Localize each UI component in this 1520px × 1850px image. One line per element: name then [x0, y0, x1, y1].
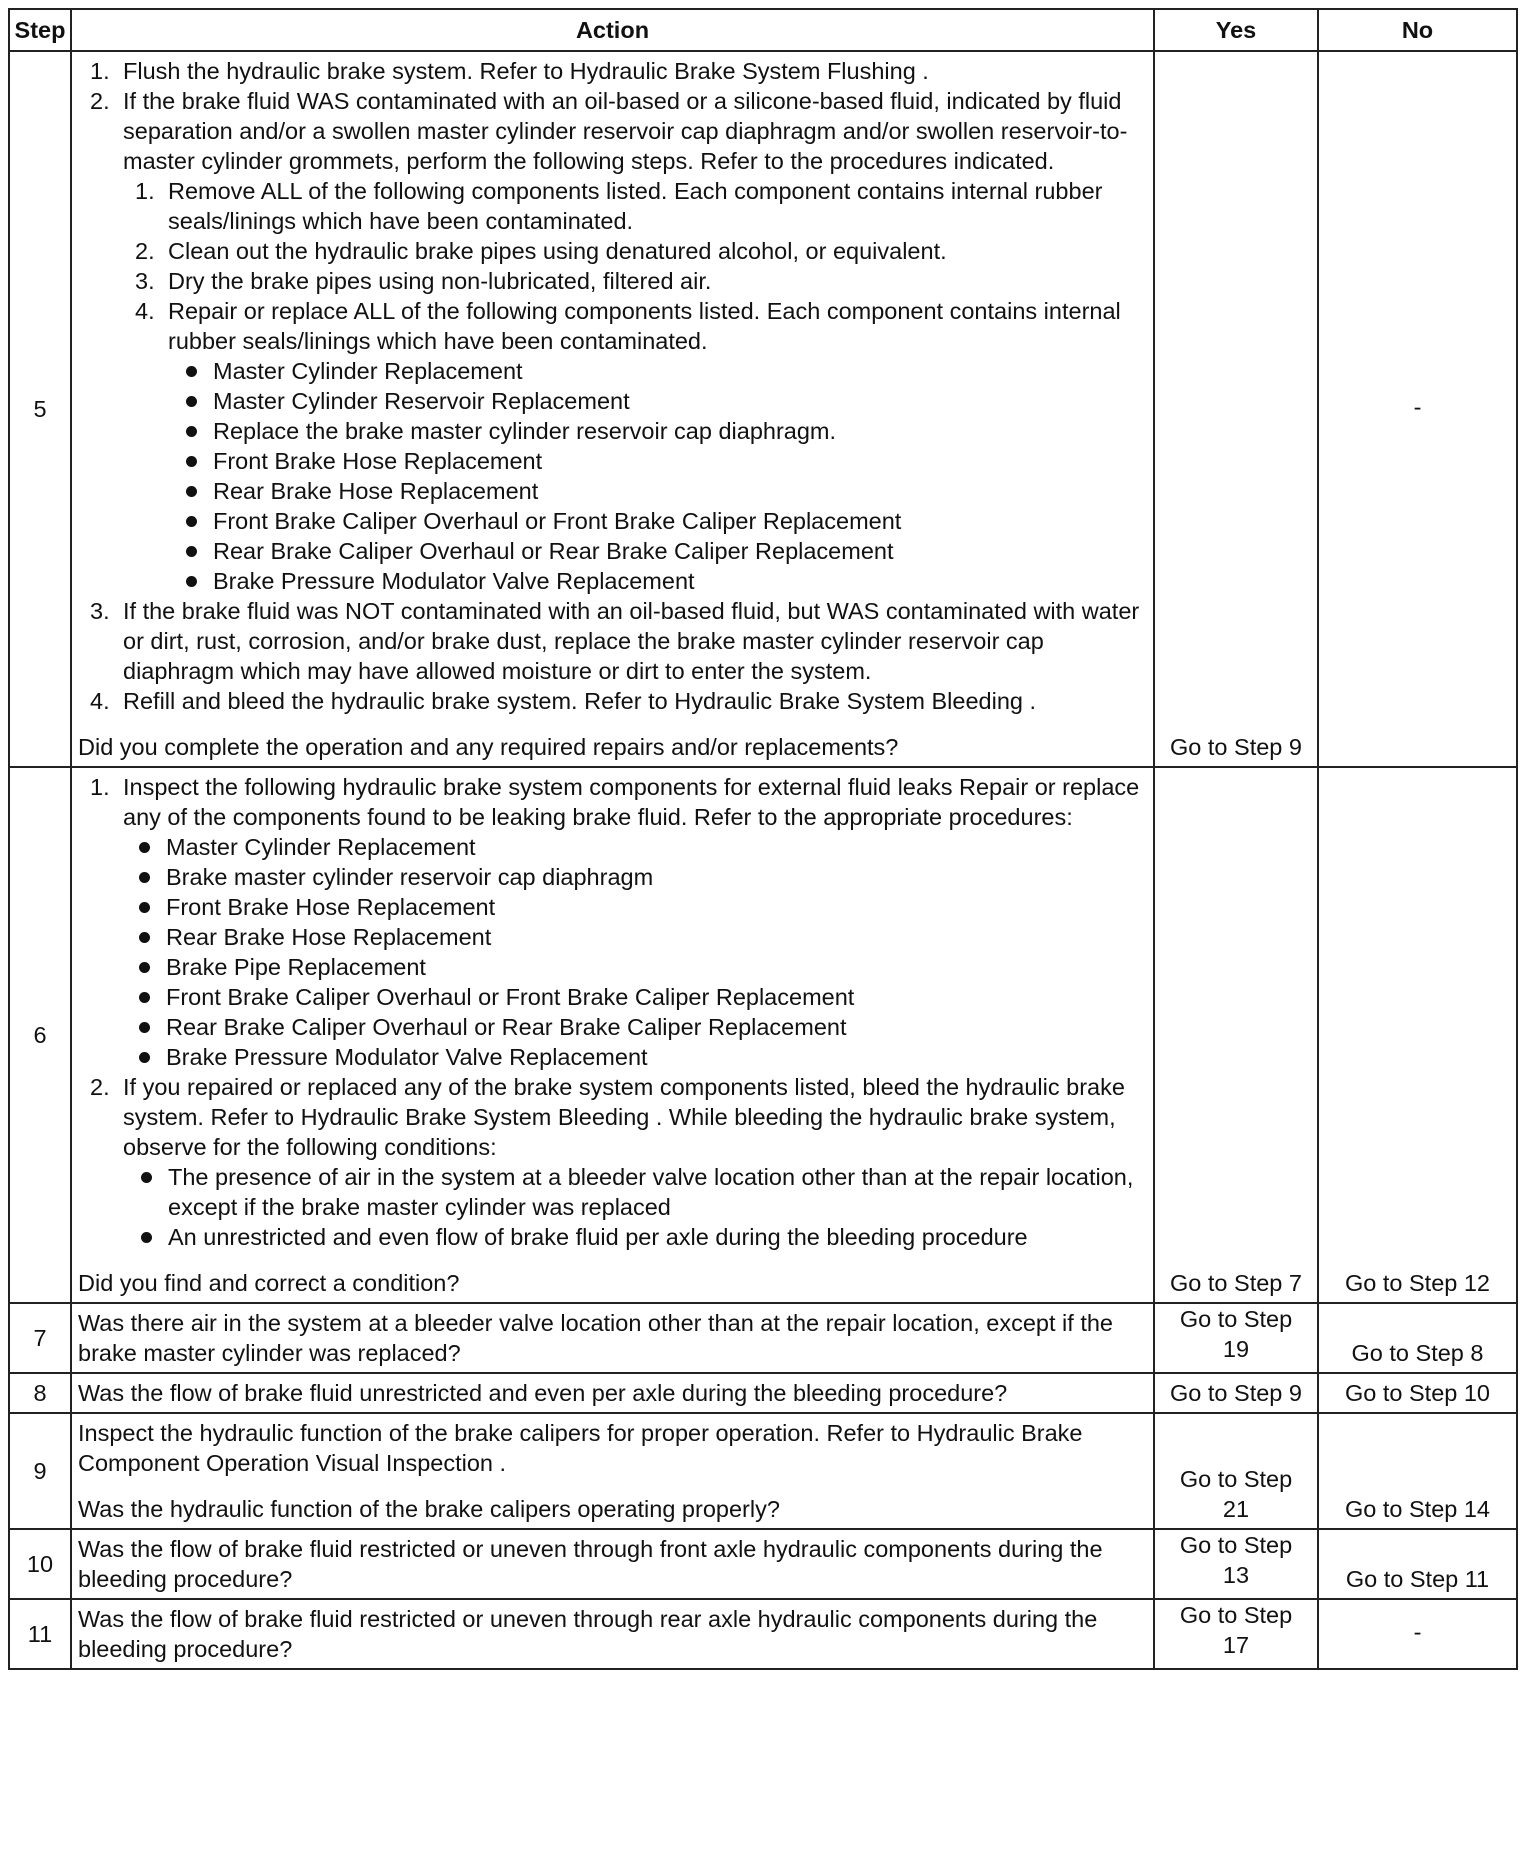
bullet-icon: [139, 872, 150, 883]
bullet-item: Brake Pressure Modulator Valve Replacement: [121, 1042, 1143, 1072]
action-cell: [71, 51, 1154, 767]
diagnostic-table: [8, 8, 1518, 1670]
sub-list: [123, 176, 1143, 596]
bullet-item: Master Cylinder Replacement: [168, 356, 1143, 386]
bullet-icon: [186, 456, 197, 467]
item-text: Repair or replace ALL of the following components listed. Each component contains internal rubber seals/linings which have been contaminated.: [168, 298, 1121, 354]
item-text: If you repaired or replaced any of the brake system components listed, bleed the hydraulic brake system. Refer to Hydraulic Brake System Bleeding . While bleeding the hydraulic brake system, observe for the following conditions:: [123, 1074, 1125, 1160]
action-cell: [71, 1413, 1154, 1529]
table-row-step-6: [9, 767, 1517, 1303]
no-cell: -: [1318, 51, 1517, 767]
step-number: 8: [9, 1373, 71, 1413]
yes-cell: Go to Step 19: [1154, 1303, 1318, 1373]
bullet-item: Brake Pipe Replacement: [121, 952, 1143, 982]
action-list: [78, 772, 1143, 1252]
bullet-item: Front Brake Hose Replacement: [121, 892, 1143, 922]
diagnostic-table-sheet: [8, 8, 1516, 1670]
question-text: Was there air in the system at a bleeder valve location other than at the repair location, except if the brake master cylinder was replaced?: [78, 1310, 1113, 1366]
item-text: Flush the hydraulic brake system. Refer to Hydraulic Brake System Flushing .: [123, 58, 929, 84]
yes-cell: Go to Step 21: [1154, 1413, 1318, 1529]
step-number: 7: [9, 1303, 71, 1373]
table-row-step-7: [9, 1303, 1517, 1373]
bullet-item: Rear Brake Caliper Overhaul or Rear Brake Caliper Replacement: [168, 536, 1143, 566]
table-row-step-9: [9, 1413, 1517, 1529]
table-row-step-11: [9, 1599, 1517, 1669]
item-text: Inspect the following hydraulic brake system components for external fluid leaks Repair or replace any of the components found to be leaking brake fluid. Refer to the appropriate procedures:: [123, 774, 1140, 830]
question-text: Was the flow of brake fluid restricted or uneven through front axle hydraulic components during the bleeding procedure?: [78, 1536, 1103, 1592]
bullet-icon: [139, 932, 150, 943]
item-text: Remove ALL of the following components listed. Each component contains internal rubber seals/linings which have been contaminated.: [168, 178, 1103, 234]
bullet-icon: [141, 1172, 152, 1183]
bullet-icon: [139, 962, 150, 973]
bullet-icon: [186, 546, 197, 557]
yes-cell: Go to Step 9: [1154, 1373, 1318, 1413]
action-text: Inspect the hydraulic function of the brake calipers for proper operation. Refer to Hydraulic Brake Component Operation Visual Inspection .: [78, 1420, 1083, 1476]
sub-list-item: 3. Dry the brake pipes using non-lubricated, filtered air.: [135, 268, 712, 294]
bullet-item: Front Brake Caliper Overhaul or Front Brake Caliper Replacement: [168, 506, 1143, 536]
action-cell: [71, 767, 1154, 1303]
bullet-item: Rear Brake Hose Replacement: [121, 922, 1143, 952]
item-text: Clean out the hydraulic brake pipes using denatured alcohol, or equivalent.: [168, 238, 947, 264]
bullet-item: Front Brake Caliper Overhaul or Front Brake Caliper Replacement: [121, 982, 1143, 1012]
yes-cell: Go to Step 13: [1154, 1529, 1318, 1599]
bullet-icon: [139, 992, 150, 1003]
no-cell: Go to Step 12: [1318, 767, 1517, 1303]
bullet-item: Brake Pressure Modulator Valve Replacement: [168, 566, 1143, 596]
header-action: Action: [71, 9, 1154, 51]
no-cell: -: [1318, 1599, 1517, 1669]
action-cell: [71, 1529, 1154, 1599]
bullet-list: [168, 356, 1143, 596]
bullet-icon: [186, 396, 197, 407]
sub-list-item: 1. Remove ALL of the following components listed. Each component contains internal rubber seals/linings which have been contaminated.: [135, 178, 1103, 234]
no-cell: Go to Step 14: [1318, 1413, 1517, 1529]
yes-cell: Go to Step 17: [1154, 1599, 1318, 1669]
step-number: 9: [9, 1413, 71, 1529]
list-item: 1. Flush the hydraulic brake system. Refer to Hydraulic Brake System Flushing .: [90, 58, 929, 84]
list-item: 2. If you repaired or replaced any of the brake system components listed, bleed the hydraulic brake system. Refer to Hydraulic Brake System Bleeding . While bleeding the hydraulic brake system, observe for the following conditions: The presence of air in the system at a bleeder valve location other than at the repair location, except if the brake master cylinder was replaced An unrestricted and even flow of brake fluid per axle during the bleeding procedure: [78, 1072, 1143, 1252]
bullet-icon: [139, 1022, 150, 1033]
bullet-item: Master Cylinder Reservoir Replacement: [168, 386, 1143, 416]
bullet-item: Master Cylinder Replacement: [121, 832, 1143, 862]
step-number: 6: [9, 767, 71, 1303]
no-cell: Go to Step 8: [1318, 1303, 1517, 1373]
list-item: 3. If the brake fluid was NOT contaminated with an oil-based fluid, but WAS contaminated with water or dirt, rust, corrosion, and/or brake dust, replace the brake master cylinder reservoir cap diaphragm which may have allowed moisture or dirt to enter the system.: [90, 598, 1140, 684]
bullet-icon: [139, 902, 150, 913]
list-item: 1. Inspect the following hydraulic brake system components for external fluid leaks Repair or replace any of the components found to be leaking brake fluid. Refer to the appropriate procedures: Master Cylinder Replacement Brake master cylinder reservoir cap diaphragm Front Brake Hose Replacement Rear Brake Hose Replacement Brake Pipe Replacement Front Brake Caliper Overhaul or Front Brake Caliper Replacement Rear Brake Caliper Overhaul or Rear Brake Caliper Replacement Brake Pressure Modulator Valve Replacement: [78, 772, 1143, 1072]
bullet-item: Front Brake Hose Replacement: [168, 446, 1143, 476]
question-text: Was the flow of brake fluid restricted or uneven through rear axle hydraulic components during the bleeding procedure?: [78, 1606, 1098, 1662]
table-row-step-5: [9, 51, 1517, 767]
question-text: Did you find and correct a condition?: [78, 1270, 460, 1296]
bullet-item: The presence of air in the system at a bleeder valve location other than at the repair location, except if the brake master cylinder was replaced: [123, 1162, 1143, 1222]
bullet-icon: [139, 842, 150, 853]
item-text: Refill and bleed the hydraulic brake system. Refer to Hydraulic Brake System Bleeding .: [123, 688, 1037, 714]
bullet-list: [121, 832, 1143, 1072]
bullet-list: [123, 1162, 1143, 1252]
action-list: [78, 56, 1143, 716]
yes-cell: Go to Step 9: [1154, 51, 1318, 767]
bullet-item: Rear Brake Caliper Overhaul or Rear Brake Caliper Replacement: [121, 1012, 1143, 1042]
item-text: If the brake fluid WAS contaminated with an oil-based or a silicone-based fluid, indicated by fluid separation and/or a swollen master cylinder reservoir cap diaphragm and/or swollen reservoir-to-master cylinder grommets, perform the following steps. Refer to the procedures indicated.: [123, 88, 1128, 174]
table-row-step-8: [9, 1373, 1517, 1413]
step-number: 11: [9, 1599, 71, 1669]
question-text: Was the flow of brake fluid unrestricted and even per axle during the bleeding procedure?: [78, 1380, 1008, 1406]
bullet-icon: [186, 516, 197, 527]
list-item: 4. Refill and bleed the hydraulic brake system. Refer to Hydraulic Brake System Bleeding .: [90, 688, 1037, 714]
sub-list-item: 4. Repair or replace ALL of the following components listed. Each component contains internal rubber seals/linings which have been contaminated. Master Cylinder Replacement Master Cylinder Reservoir Replacement Replace the brake master cylinder reservoir cap diaphragm. Front Brake Hose Replacement Rear Brake Hose Replacement Front Brake Caliper Overhaul or Front Brake Caliper Replacement Rear Brake Caliper Overhaul or Rear Brake Caliper Replacement Brake Pressure Modulator Valve Replacement: [123, 296, 1143, 596]
action-cell: [71, 1599, 1154, 1669]
item-text: Dry the brake pipes using non-lubricated, filtered air.: [168, 268, 712, 294]
header-yes: Yes: [1154, 9, 1318, 51]
step-number: 10: [9, 1529, 71, 1599]
list-item: 2. If the brake fluid WAS contaminated with an oil-based or a silicone-based fluid, indicated by fluid separation and/or a swollen master cylinder reservoir cap diaphragm and/or swollen reservoir-to-master cylinder grommets, perform the following steps. Refer to the procedures indicated. 1. Remove ALL of the following components listed. Each component contains internal rubber seals/linings which have been contaminated. 2. Clean out the hydraulic brake pipes using denatured alcohol, or equivalent. 3. Dry the brake pipes using non-lubricated, filtered air. 4. Repair or replace ALL of the following components listed. Each component contains internal rubber seals/linings which have been contaminated. Master Cylinder Replacement Master Cylinder Reservoir Replacement Replace the brake master cylinder reservoir cap diaphragm. Front Brake Hose Replacement Rear Brake Hose Replacement Front Brake Caliper Overhaul or Front Brake Caliper Replacement Rear Brake Caliper Overhaul or Rear Brake Caliper Replacement Brake Pressure Modulator Valve Replacement: [78, 86, 1143, 596]
bullet-icon: [186, 486, 197, 497]
table-row-step-10: [9, 1529, 1517, 1599]
bullet-item: Brake master cylinder reservoir cap diaphragm: [121, 862, 1143, 892]
action-cell: [71, 1373, 1154, 1413]
step-number: 5: [9, 51, 71, 767]
no-cell: Go to Step 11: [1318, 1529, 1517, 1599]
bullet-icon: [186, 426, 197, 437]
bullet-item: Rear Brake Hose Replacement: [168, 476, 1143, 506]
bullet-icon: [139, 1052, 150, 1063]
action-cell: [71, 1303, 1154, 1373]
item-text: If the brake fluid was NOT contaminated with an oil-based fluid, but WAS contaminated with water or dirt, rust, corrosion, and/or brake dust, replace the brake master cylinder reservoir cap diaphragm which may have allowed moisture or dirt to enter the system.: [123, 598, 1140, 684]
header-step: Step: [9, 9, 71, 51]
question-text: Was the hydraulic function of the brake calipers operating properly?: [78, 1496, 780, 1522]
bullet-icon: [186, 366, 197, 377]
no-cell: Go to Step 10: [1318, 1373, 1517, 1413]
header-no: No: [1318, 9, 1517, 51]
sub-list-item: 2. Clean out the hydraulic brake pipes using denatured alcohol, or equivalent.: [135, 238, 947, 264]
header-row: [9, 9, 1517, 51]
bullet-item: Replace the brake master cylinder reservoir cap diaphragm.: [168, 416, 1143, 446]
bullet-icon: [141, 1232, 152, 1243]
yes-cell: Go to Step 7: [1154, 767, 1318, 1303]
question-text: Did you complete the operation and any required repairs and/or replacements?: [78, 734, 899, 760]
bullet-item: An unrestricted and even flow of brake fluid per axle during the bleeding procedure: [123, 1222, 1143, 1252]
bullet-icon: [186, 576, 197, 587]
